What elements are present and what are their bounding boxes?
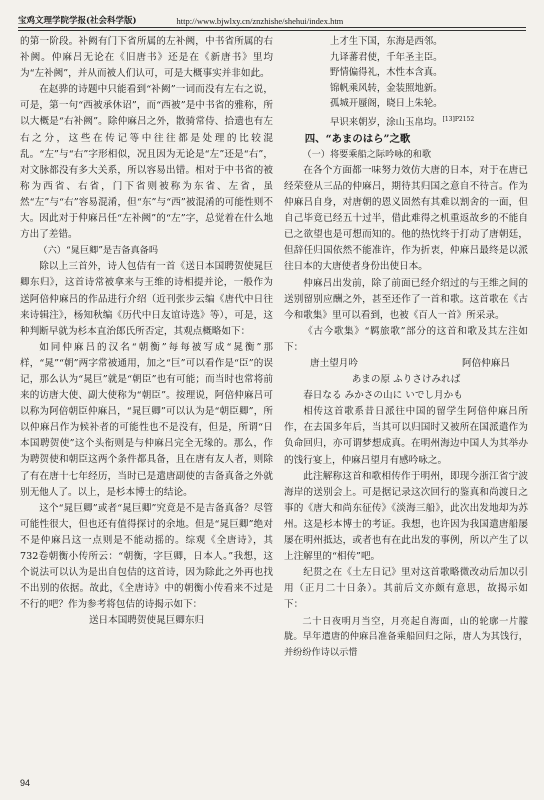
poem	[284, 34, 528, 131]
paragraph: 相传这首歌系昔日派往中国的留学生阿倍仲麻吕所作，在去国多年后，当其可以归国时又被所在国派遣作为负命回归，亦可谓梦想成真。在明州海边中国人为其举办的饯行宴上，仲麻吕望月有感吟咏之。	[284, 406, 528, 466]
header-rule	[18, 27, 526, 28]
poem-line: 九译蕃君使，千年圣主臣。	[330, 51, 443, 63]
verse-line: 春日なる みかさの山に いでし月かも	[303, 390, 463, 402]
poem-line: 上才生下国，东海是西邻。	[330, 36, 443, 47]
verse-title: 唐土望月吟	[310, 358, 358, 369]
paragraph: 在赵骅的诗题中只能看到“补阙”一词而没有左右之说，可是，第一句“西被承休诏”，而“西被”是中书省的雅称，所以大概是“右补阙”。除仲麻吕之外，散骑常侍、拾遗也有左右之分，这些在传记等中往往都是处理的比较混乱。“左”与“右”字形相似，况且因为无论是“左”还是“右”，对文脉都没有多大关系，所以容易出错。相对于中书省的被称为西省、右省，门下省则被称为东省、左省，虽然“左”与“右”容易混淆，但“东”与“西”被混淆的可能性则不大。因此对于仲麻吕任“左补阙”的“左”字，总觉着在什么地方出了差错。	[20, 84, 273, 241]
poem-line	[284, 112, 528, 131]
paragraph: 除以上三首外，诗人包佶有一首《送日本国聘贺使晁巨卿东归》，这首诗常被拿来与王维的诗相提并论，一般作为送阿倍仲麻吕的作品进行介绍（近刊张步云编《唐代中日往来诗辑注》，杨知秋编《历代中日友谊诗选》等），可是，这种判断早就为杉本直治郎氏所否定，其观点概略如下：	[20, 261, 273, 337]
poem-line: 孤城开蜃阁，晓日上朱轮。	[330, 98, 443, 110]
paragraph: 这个“晁巨卿”或者“晁巨卿”究竟是不是吉备真备？尽管可能性很大，但也还有值得探讨的余地。但是“晁巨卿”绝对不是仲麻吕这一点则是不能动摇的。综观《全唐诗》，其732卷朝衡小传所云：“朝衡，字巨卿，日本人。”我想，这个说法可以认为是出自包佶的这首诗，因为除此之外再也找不出别的依据。故此，《全唐诗》中的朝衡小传看来不过是不行的吧？作为参考将包佶的诗揭示如下：	[20, 502, 273, 611]
paragraph: 《古今歌集》“羁旅歌”部分的这首和歌及其左注如下：	[284, 325, 528, 353]
journal-url[interactable]: http://www.bjwlxy.cn/znzhishe/shehui/index.htm	[176, 16, 344, 26]
citation-ref: [13]P2152	[442, 115, 475, 123]
poem-line-text: 早识来朝岁，涂山玉帛均。	[330, 117, 443, 129]
paragraph: 的第一阶段。补阙有门下省所属的左补阙，中书省所属的右补阙。仲麻吕无论在《旧唐书》还是在《新唐书》里均为“左补阙”，并从而被人们认可，可是大概事实并非如此。	[20, 36, 273, 80]
quoted-passage: 二十日夜明月当空，月亮起自海面，山的轮廓一片朦胧。早年遣唐的仲麻吕准备乘船回归之际，唐人为其饯行，并纷纷作诗以示惜	[284, 615, 528, 658]
right-column	[284, 34, 528, 660]
verse-line: あまの原 ふりさけみれば	[351, 374, 461, 386]
verse-heading	[284, 356, 528, 372]
subsection-heading: （六）“晁巨卿”是吉备真备吗	[38, 245, 159, 257]
section-heading: 四、“あまのはら”之歌	[304, 132, 411, 145]
poem-title: 送日本国聘贺使晁巨卿东归	[88, 615, 205, 627]
header-rule-thin	[18, 30, 526, 31]
journal-title: 宝鸡文理学院学报(社会科学版)	[18, 16, 137, 26]
poem-line: 锦帆乘风转，金装照地新。	[330, 82, 443, 94]
paragraph: 此注解称这首和歌相传作于明州，即现今浙江省宁波海岸的送别会上。可是据记录这次回行的鉴真和尚渡日之事的《唐大和尚东征传》《淡海三船》，此次出发地却为苏州。这是杉本博士的考证。我想，也许因为我国遣唐船屡屡在明州抵达，或者也有在此出发的事例，所以产生了以上注解里的“相传”吧。	[284, 470, 528, 563]
page-number: 94	[20, 778, 31, 788]
paragraph: 纪贯之在《土左日记》里对这首歌略微改动后加以引用（正月二十日条）。其前后文亦颇有意思，故揭示如下：	[284, 567, 528, 611]
subsection-heading: （一）将要乘船之际吟咏的和歌	[302, 148, 432, 160]
left-column	[20, 34, 273, 629]
paragraph: 在各个方面都一味努力效仿大唐的日本，对于在唐已经荣登从三品的仲麻吕，期待其归国之意自不待言。作为仲麻吕自身，对唐朝的恩义固然有其难以割舍的一面，但自己毕竟已经五十过半，借此难得之机重返故乡的不能自已之欲望也是可想而知的。他的热忱终于打动了唐朝廷，但辞任归国依然不能准许，作为折衷，仲麻吕最终是以派往日本的大唐使者身份出使日本。	[284, 164, 528, 273]
verse-author: 阿倍仲麻吕	[462, 358, 510, 369]
poem-line: 野情偏得礼，木性本含真。	[330, 67, 443, 79]
paragraph: 如同仲麻吕的汉名“朝衡”每每被写成“晁衡”那样，“晁”“朝”两字常被通用，加之“巨”可以看作是“臣”的误记，那么认为“晁巨”就是“朝臣”也有可能；而当时也常将前来的访唐大使、副大使称为“朝臣”。按理说，阿倍仲麻吕可以称为阿倍朝臣仲麻吕，“晁巨卿”可以认为是“朝臣卿”，所以仲麻吕作为候补者的可能性也不是没有，但是，所谓“日本国聘贺使”这个头衔则是与仲麻吕完全无缘的。那么，作为聘贺使和朝臣这两个条件都具备，且在唐有友人者，则除了有在唐十七年经历，当时已是遣唐副使的吉备真备之外就别无他人了。以上，是杉本博士的结论。	[20, 341, 273, 498]
running-header	[18, 4, 526, 26]
paragraph: 仲麻吕出发前，除了前面已经介绍过的与王维之间的送别留别应酬之外，甚至还作了一首和歌。这首歌在《古今和歌集》里可以看到，也被《百人一首》所采录。	[284, 277, 528, 321]
